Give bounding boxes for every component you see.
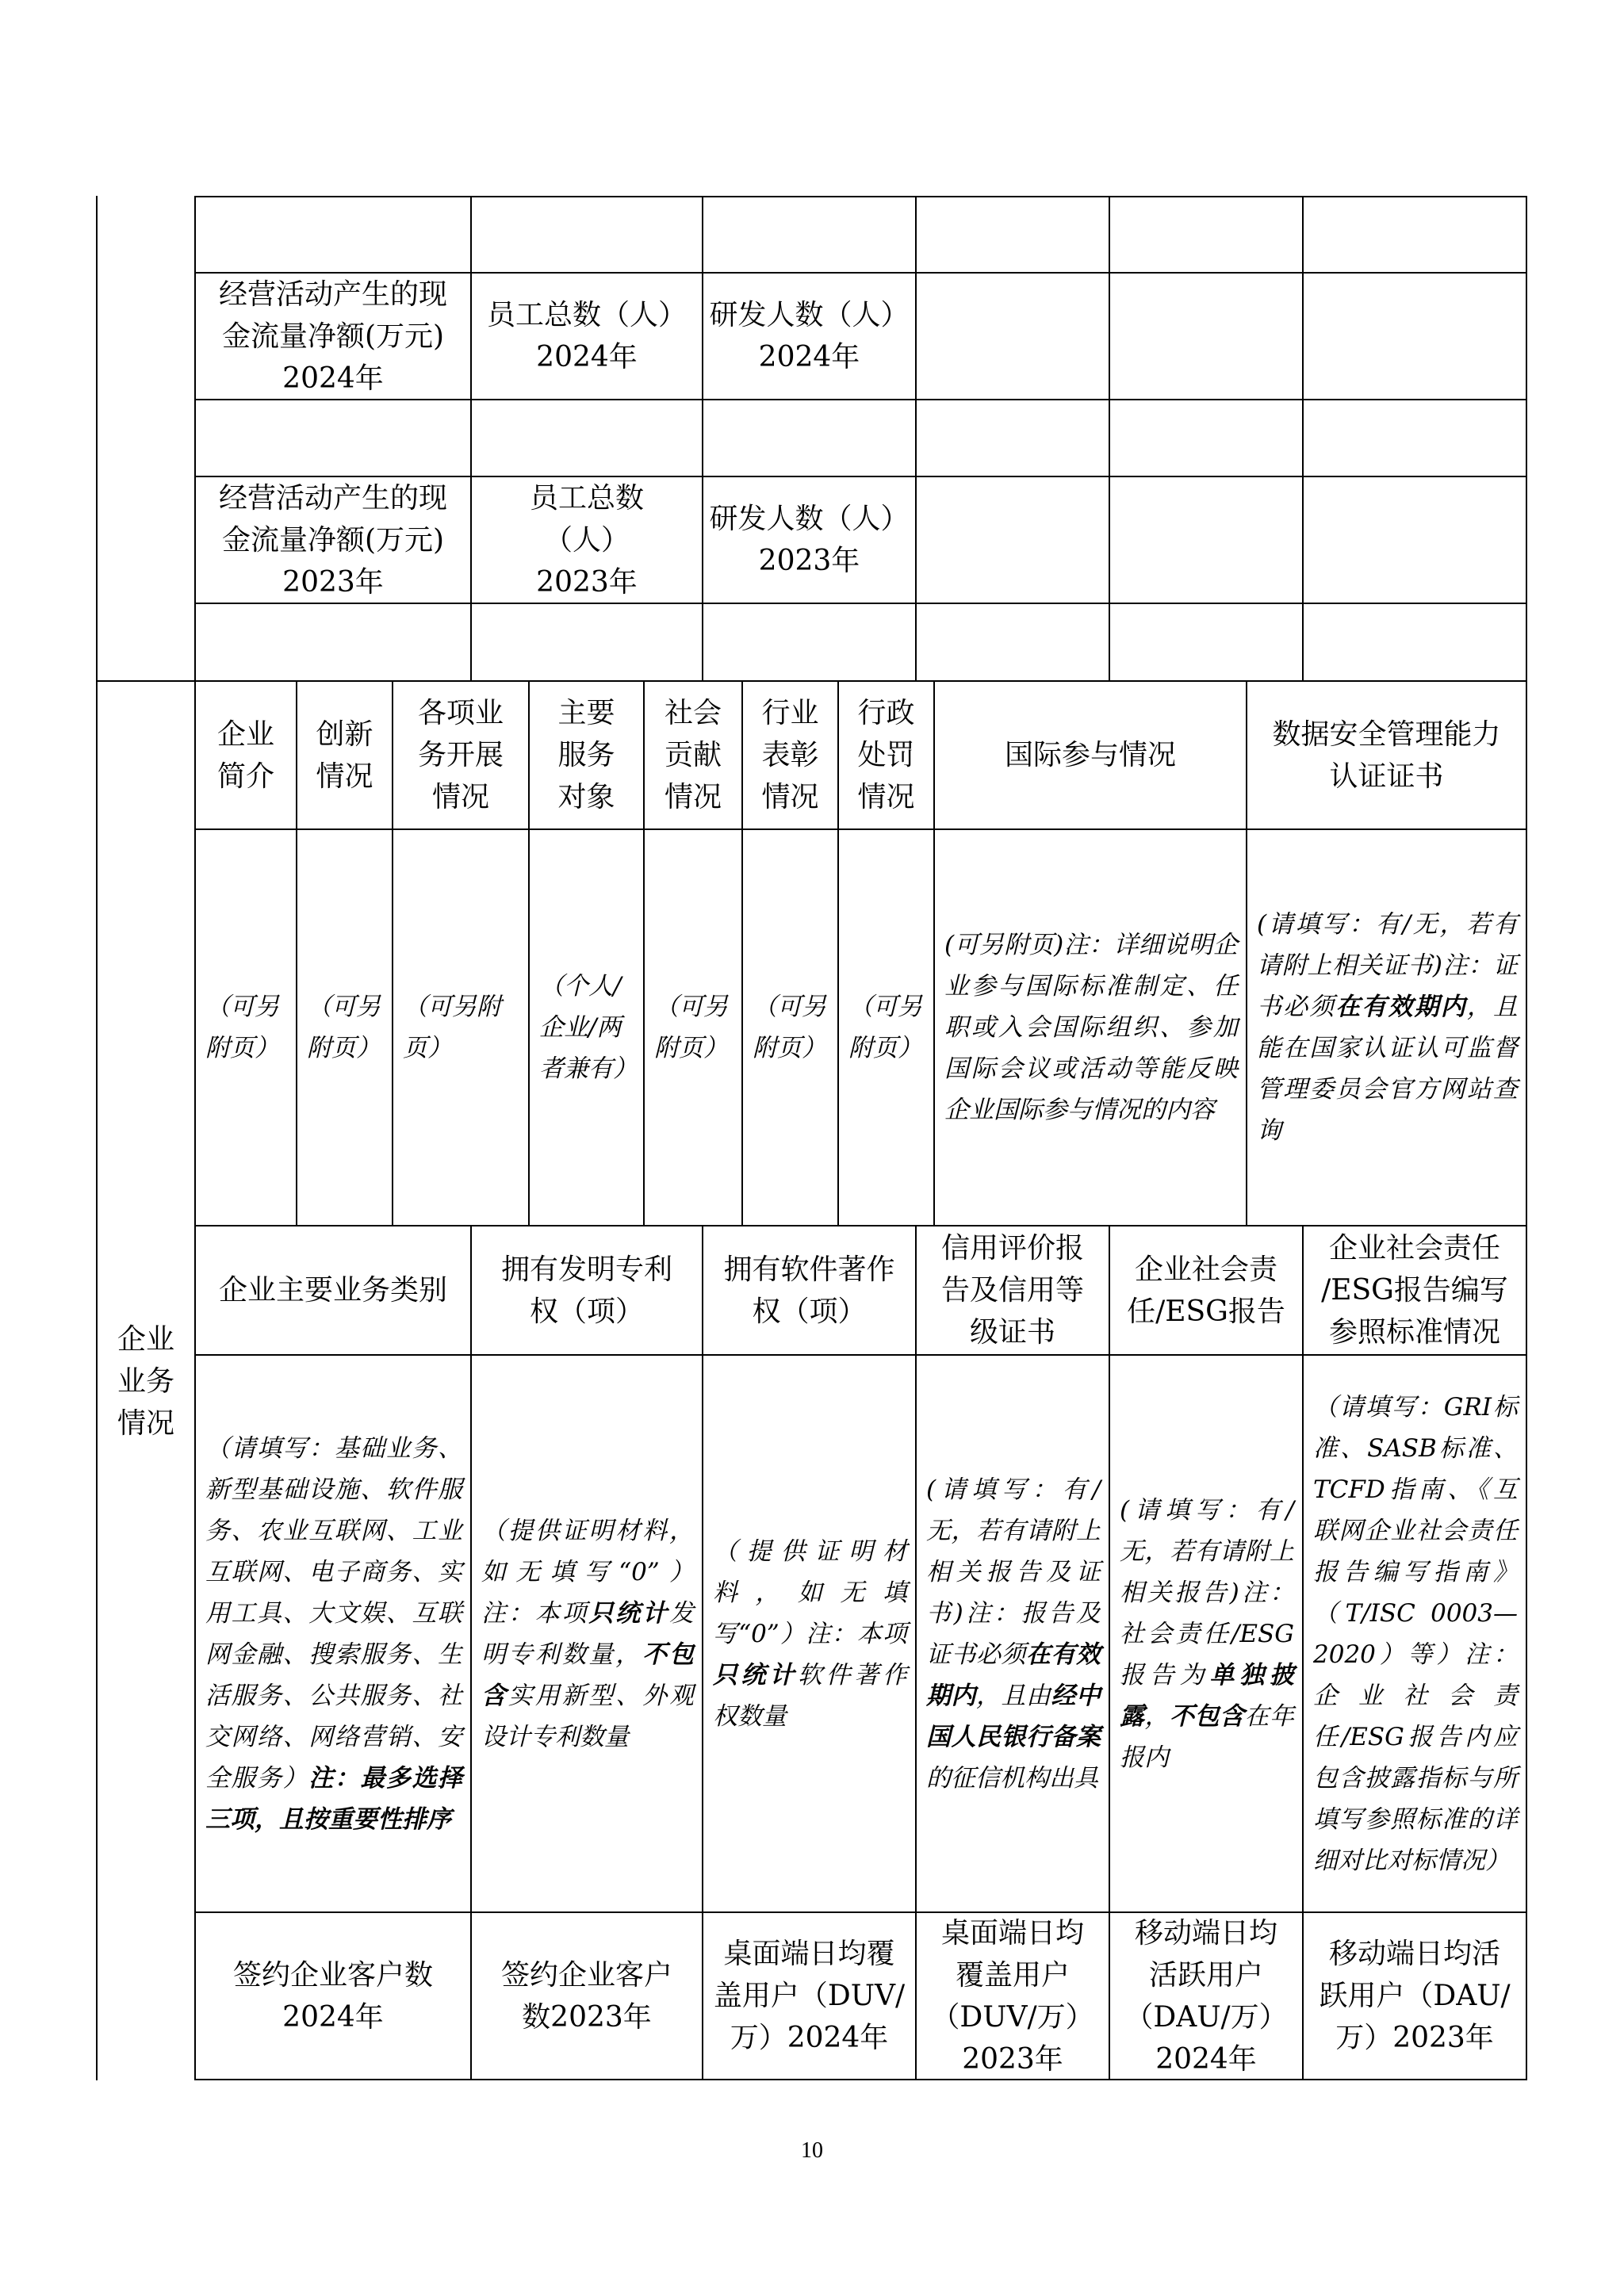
note-esg-reference-standard: （请填写：GRI标准、SASB标准、TCFD指南、《互联网企业社会责任报告编写指南》（T/ISC 0003—2020）等）注：企业社会责任/ESG报告内应包含披露指标与所填写参照标准的详细对比对标情况） — [1313, 1392, 1518, 1875]
emphasis-text: 经中国人民银行备案 — [926, 1681, 1101, 1751]
note-international-participation: (可另附页)注：详细说明企业参与国际标准制定、任职或入会国际组织、参加国际会议或活动等能反映企业国际参与情况的内容 — [944, 931, 1238, 1124]
rd-staff-2024-label: 研发人数（人） 2024年 — [709, 299, 910, 373]
note-admin-penalties: （可另 附页） — [848, 993, 922, 1062]
header-international-participation: 国际参与情况 — [1004, 739, 1176, 771]
employees-2024-label: 员工总数（人） 2024年 — [486, 299, 687, 373]
emphasis-text: 在有效期内 — [926, 1640, 1101, 1710]
emphasis-text: 不包含 — [481, 1640, 695, 1710]
note-text: （请填写：基础业务、新型基础设施、软件服务、农业互联网、工业互联网、电子商务、实用工具、大文娱、互联网金融、搜索服务、生活服务、公共服务、社交网络、网络营销、安全服务） — [205, 1433, 462, 1793]
note-main-business-category — [196, 1356, 470, 1911]
note-text: (请填写：有/无，若有请附上相关证书)注：证书必须 — [1257, 910, 1518, 1021]
note-text: 的征信机构出具 — [926, 1763, 1098, 1793]
note-text: （提供证明材料，如无填写“0”）注：本项 — [713, 1536, 907, 1648]
emphasis-text: 单独披露 — [1120, 1660, 1295, 1731]
note-service-targets: （个人/ 企业/两 者兼有） — [539, 972, 638, 1083]
table-line — [194, 2079, 1527, 2080]
note-data-security-cert — [1247, 830, 1526, 1225]
table-line — [470, 196, 472, 682]
note-company-intro: （可另 附页） — [205, 993, 279, 1062]
header-enterprise-clients-2024: 签约企业客户数 2024年 — [232, 1958, 433, 2034]
note-innovation: （可另 附页） — [307, 993, 381, 1062]
header-mobile-dau-2024: 移动端日均 活跃用户 （DAU/万） 2024年 — [1124, 1916, 1288, 2076]
header-business-operations: 各项业 务开展 情况 — [417, 697, 504, 813]
note-text: ， — [1144, 1701, 1170, 1731]
header-invention-patents: 拥有发明专利 权（项） — [500, 1253, 672, 1328]
emphasis-text: 在有效期内 — [1335, 993, 1467, 1021]
cashflow-2023-label: 经营活动产生的现 金流量净额(万元) 2023年 — [218, 481, 447, 599]
table-line — [702, 196, 703, 682]
note-text: ，且能在国家认证认可监督管理委员会官方网站查询 — [1257, 993, 1519, 1145]
note-business-operations: （可另附 页） — [403, 993, 501, 1062]
note-text: 软件著作权数量 — [713, 1660, 907, 1731]
table-line — [194, 399, 1527, 400]
table-line — [194, 603, 1527, 604]
header-esg-report: 企业社会责 任/ESG报告 — [1127, 1253, 1285, 1328]
header-esg-reference-standard: 企业社会责任 /ESG报告编写 参照标准情况 — [1321, 1232, 1508, 1349]
note-social-contribution: （可另 附页） — [654, 993, 728, 1062]
header-desktop-duv-2024: 桌面端日均覆 盖用户（DUV/ 万）2024年 — [713, 1938, 906, 2054]
employees-2023-label: 员工总数 （人） 2023年 — [529, 481, 644, 599]
rd-staff-2023-label: 研发人数（人） 2023年 — [709, 503, 910, 577]
note-text: 发明专利数量， — [481, 1598, 695, 1669]
note-industry-awards: （可另 附页） — [753, 993, 826, 1062]
cashflow-2024-label: 经营活动产生的现 金流量净额(万元) 2024年 — [218, 277, 447, 395]
note-esg-report — [1110, 1356, 1302, 1911]
header-innovation: 创新 情况 — [316, 718, 373, 793]
table-line — [1302, 196, 1304, 682]
header-company-intro: 企业 简介 — [216, 718, 274, 793]
emphasis-text: 只统计 — [713, 1660, 798, 1689]
header-service-targets: 主要 服务 对象 — [557, 697, 615, 813]
note-text: (请填写：有/无，若有请附上相关报告及证书)注：报告及证书必须 — [926, 1475, 1101, 1669]
note-text: （提供证明材料，如无填写“0”）注：本项 — [481, 1516, 694, 1628]
header-social-contribution: 社会 贡献 情况 — [664, 697, 722, 813]
page-number: 10 — [801, 2138, 823, 2163]
table-line — [194, 196, 1527, 197]
note-invention-patents — [472, 1356, 702, 1911]
emphasis-text: 只统计 — [588, 1598, 670, 1628]
header-industry-awards: 行业 表彰 情况 — [761, 697, 819, 813]
table-line — [915, 196, 917, 682]
header-enterprise-clients-2023: 签约企业客户 数2023年 — [500, 1958, 672, 2034]
emphasis-text: 注：最多选择三项，且按重要性排序 — [205, 1763, 463, 1834]
table-line — [1526, 196, 1527, 2080]
header-software-copyrights: 拥有软件著作 权（项） — [723, 1253, 895, 1328]
note-software-copyrights — [703, 1356, 915, 1911]
note-credit-rating-report — [917, 1356, 1109, 1911]
emphasis-text: 不包含 — [1170, 1701, 1245, 1731]
header-mobile-dau-2023: 移动端日均活 跃用户（DAU/ 万）2023年 — [1319, 1938, 1511, 2054]
header-credit-rating-report: 信用评价报 告及信用等 级证书 — [940, 1232, 1084, 1349]
note-text: 在年报内 — [1120, 1701, 1294, 1772]
table-line — [194, 196, 196, 682]
business-section-label: 企业 业务 情况 — [117, 1322, 174, 1440]
note-text: (请填写：有/无，若有请附上相关报告)注：社会责任/ESG报告为 — [1120, 1495, 1294, 1689]
header-data-security-cert: 数据安全管理能力 认证证书 — [1272, 718, 1501, 793]
note-text: ，且由 — [976, 1681, 1051, 1710]
header-admin-penalties: 行政 处罚 情况 — [857, 697, 915, 813]
header-desktop-duv-2023: 桌面端日均 覆盖用户 （DUV/万） 2023年 — [931, 1916, 1094, 2076]
note-text: 实用新型、外观设计专利数量 — [481, 1681, 695, 1751]
header-main-business-category: 企业主要业务类别 — [218, 1274, 447, 1307]
table-line — [1109, 196, 1110, 682]
